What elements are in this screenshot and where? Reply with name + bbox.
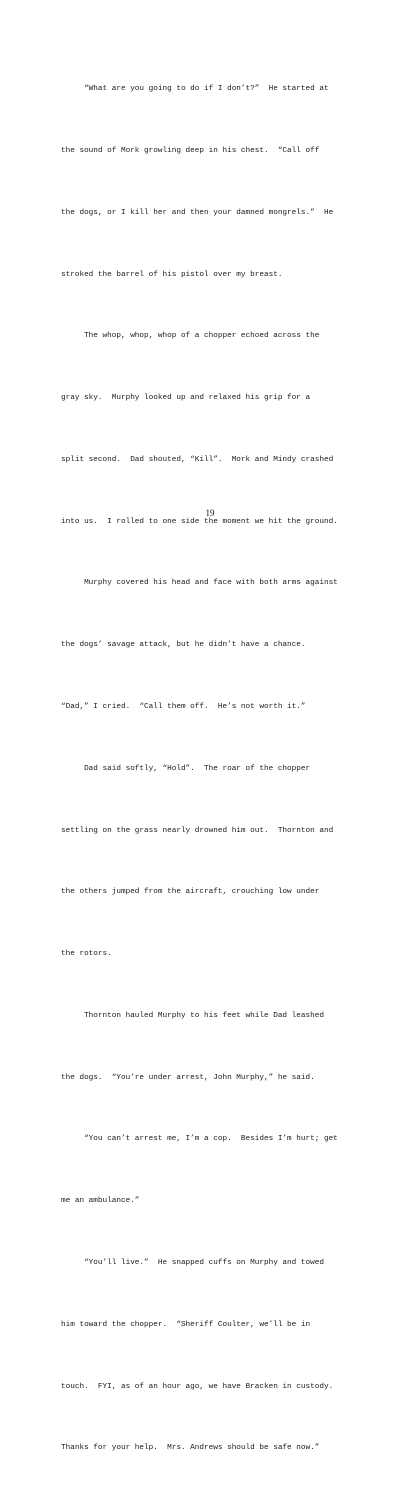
text-line: the sound of Mork growling deep in his chest. “Call off: [61, 146, 320, 155]
text-line: touch. FYI, as of an hour ago, we have Bracken in custody.: [61, 1382, 334, 1391]
text-line: “You can’t arrest me, I’m a cop. Besides I’m hurt; get: [61, 1135, 338, 1144]
text-line: the rotors.: [61, 950, 112, 959]
text-line: the others jumped from the aircraft, crouching low under: [61, 888, 320, 897]
text-line: Thornton hauled Murphy to his feet while Dad leashed: [61, 1011, 324, 1020]
page-number: 19: [205, 508, 215, 518]
text-line: “You’ll live.” He snapped cuffs on Murphy and towed: [61, 1259, 324, 1268]
text-line: “Dad,” I cried. “Call them off. He’s not worth it.”: [61, 703, 306, 711]
text-line: settling on the grass nearly drowned him out. Thornton and: [61, 826, 334, 835]
text-line: Dad said softly, “Hold”. The roar of the chopper: [61, 764, 311, 773]
text-line: him toward the chopper. “Sheriff Coulter, we’ll be in: [61, 1320, 311, 1329]
text-line: Thanks for your help. Mrs. Andrews should be safe now.”: [61, 1444, 320, 1453]
text-line: the dogs. “You’re under arrest, John Murphy,” he said.: [61, 1073, 315, 1082]
text-line: me an ambulance.”: [61, 1197, 140, 1206]
text-line: Murphy covered his head and face with both arms against: [61, 579, 338, 588]
text-line: the dogs, or I kill her and then your damned mongrels.” He: [61, 208, 334, 217]
body-text: [61, 38, 371, 1500]
text-line: “What are you going to do if I don’t?” He started at: [61, 85, 329, 94]
text-line: stroked the barrel of his pistol over my breast.: [61, 270, 283, 279]
text-line: split second. Dad shouted, “Kill”. Mork and Mindy crashed: [61, 455, 334, 464]
text-line: The whop, whop, whop of a chopper echoed across the: [61, 332, 320, 341]
text-line: gray sky. Murphy looked up and relaxed his grip for a: [61, 394, 311, 403]
text-line: into us. I rolled to one side the moment we hit the ground.: [61, 517, 338, 526]
text-line: the dogs’ savage attack, but he didn’t have a chance.: [61, 641, 306, 650]
